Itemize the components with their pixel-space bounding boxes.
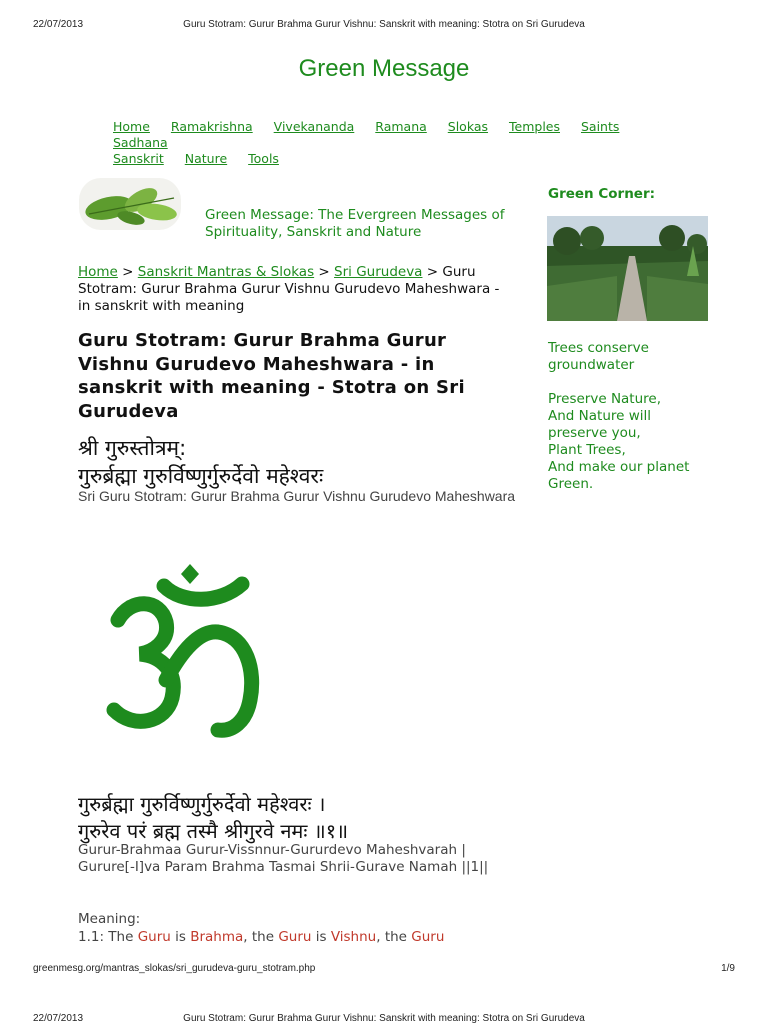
print-page-number: 1/9 [721, 963, 735, 974]
print-footer [33, 963, 735, 974]
nav-ramakrishna[interactable]: Ramakrishna [170, 119, 253, 134]
meaning-text: 1.1: The [78, 929, 138, 945]
highlight-word: Brahma [190, 929, 244, 945]
print-title: Guru Stotram: Gurur Brahma Gurur Vishnu: Sanskrit with meaning: Stotra on Sri Gurudeva [183, 19, 585, 30]
breadcrumb-separator: > [314, 264, 335, 280]
highlight-word: Vishnu [330, 929, 377, 945]
green-corner-fact: Trees conserve groundwater [548, 340, 649, 373]
nav-tools[interactable]: Tools [248, 151, 279, 166]
sanskrit-title [78, 434, 518, 490]
breadcrumb-separator: > [422, 264, 443, 280]
meaning-text: is [170, 929, 191, 945]
sanskrit-title-line-2: गुरुर्ब्रह्मा गुरुर्विष्णुर्गुरुर्देवो महेश्वरः [78, 464, 324, 488]
breadcrumb-sanskrit-mantras[interactable]: Sanskrit Mantras & Slokas [137, 264, 315, 280]
poem-line: preserve you, [548, 425, 641, 441]
meaning-text: , the [376, 929, 412, 945]
nav-saints[interactable]: Saints [580, 119, 620, 134]
print-title: Guru Stotram: Gurur Brahma Gurur Vishnu: Sanskrit with meaning: Stotra on Sri Gurudeva [183, 1013, 585, 1024]
nav-sanskrit[interactable]: Sanskrit [113, 151, 164, 166]
nav-home[interactable]: Home [113, 119, 150, 134]
site-tagline: Green Message: The Evergreen Messages of Spirituality, Sanskrit and Nature [205, 207, 505, 240]
highlight-word: Guru [137, 929, 171, 945]
green-corner-title: Green Corner: [548, 186, 656, 202]
print-date: 22/07/2013 [33, 1013, 84, 1024]
nav-temples[interactable]: Temples [509, 119, 560, 134]
meaning-text: is [311, 929, 331, 945]
verse-line-1: गुरुर्ब्रह्मा गुरुर्विष्णुर्गुरुर्देवो महेश्वरः । [78, 792, 326, 816]
meaning-label: Meaning: [78, 911, 141, 927]
highlight-word: Guru [278, 929, 312, 945]
meaning-line [78, 928, 508, 946]
main-nav [113, 119, 683, 167]
transliteration: Sri Guru Stotram: Gurur Brahma Gurur Vishnu Gurudevo Maheshwara [78, 488, 516, 504]
poem-line: And Nature will [548, 408, 652, 424]
print-date: 22/07/2013 [33, 19, 84, 30]
verse-transliteration: Gurur-Brahmaa Gurur-Vissnnur-Gururdevo Maheshvarah | Gurure[-I]va Param Brahma Tasmai Shrii-Gurave Namah ||1|| [78, 842, 489, 875]
sanskrit-title-line-1: श्री गुरुस्तोत्रम्: [78, 436, 187, 460]
breadcrumb-sri-gurudeva[interactable]: Sri Gurudeva [334, 264, 423, 280]
green-corner-poem [548, 391, 728, 493]
om-symbol-image [100, 560, 280, 740]
page-title: Guru Stotram: Gurur Brahma Gurur Vishnu Gurudevo Maheshwara - in sanskrit with meaning - Stotra on Sri Gurudeva [78, 330, 465, 422]
breadcrumb [78, 264, 508, 315]
leaf-logo-image [79, 178, 181, 230]
poem-line: Plant Trees, [548, 442, 626, 458]
nav-ramana[interactable]: Ramana [375, 119, 427, 134]
garden-photo-image [547, 216, 708, 321]
verse-sanskrit [78, 791, 518, 845]
breadcrumb-current: Guru Stotram: Gurur Brahma Gurur Vishnu Gurudevo Maheshwara - in sanskrit with meaning [78, 264, 500, 314]
meaning-section [78, 910, 508, 946]
nav-nature[interactable]: Nature [184, 151, 228, 166]
nav-vivekananda[interactable]: Vivekananda [273, 119, 355, 134]
breadcrumb-separator: > [117, 264, 138, 280]
nav-slokas[interactable]: Slokas [447, 119, 489, 134]
print-url: greenmesg.org/mantras_slokas/sri_gurudeva-guru_stotram.php [33, 963, 316, 974]
breadcrumb-home[interactable]: Home [78, 264, 118, 280]
green-corner-text [548, 340, 728, 510]
site-title: Green Message [298, 55, 470, 82]
poem-line: Green. [548, 476, 594, 492]
meaning-text: , the [243, 929, 279, 945]
nav-sadhana[interactable]: Sadhana [113, 135, 168, 150]
poem-line: Preserve Nature, [548, 391, 662, 407]
verse-line-2: गुरुरेव परं ब्रह्म तस्मै श्रीगुरवे नमः ॥१॥ [78, 819, 349, 843]
poem-line: And make our planet [548, 459, 690, 475]
highlight-word: Guru [411, 929, 445, 945]
